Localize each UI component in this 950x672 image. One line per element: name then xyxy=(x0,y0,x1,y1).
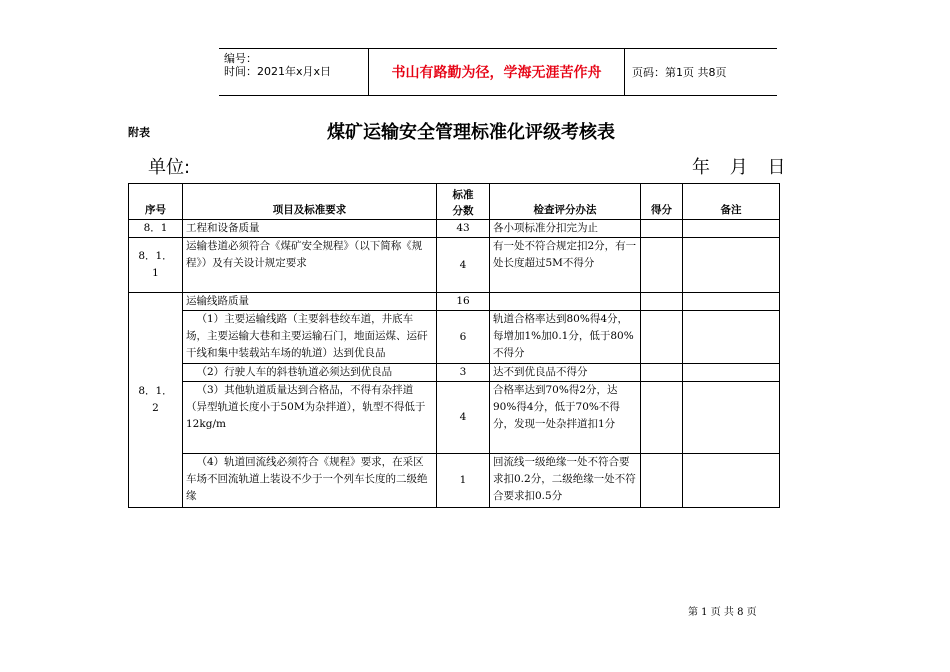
method-cell: 达不到优良品不得分 xyxy=(490,364,641,382)
seq-cell xyxy=(129,293,183,508)
item-cell: （2）行驶人车的斜巷轨道必须达到优良品 xyxy=(183,364,437,382)
seq-cell: 8．1 xyxy=(129,220,183,238)
page-title: 煤矿运输安全管理标准化评级考核表 xyxy=(327,122,615,143)
table-row xyxy=(129,220,780,238)
remark-cell xyxy=(683,238,780,293)
header-page-number: 页码：第1页 共8页 xyxy=(632,66,727,79)
page-footer: 第 1 页 共 8 页 xyxy=(688,607,757,618)
table-row xyxy=(129,382,780,454)
seq-label: 8．1．2 xyxy=(138,385,173,414)
item-cell: （3）其他轨道质量达到合格品，不得有杂拌道（异型轨道长度小于50M为杂拌道），轨型不得低于12kg/m xyxy=(183,382,437,454)
item-cell: （4）轨道回流线必须符合《规程》要求，在采区车场不回流轨道上装设不少于一个列车长度的二级绝缘 xyxy=(183,454,437,508)
item-cell: （1）主要运输线路（主要斜巷绞车道，井底车场，主要运输大巷和主要运输石门，地面运煤、运矸干线和集中装载站车场的轨道）达到优良品 xyxy=(183,311,437,364)
remark-cell xyxy=(683,311,780,364)
remark-cell xyxy=(683,454,780,508)
method-cell: 回流线一级绝缘一处不符合要求扣0.2分，二级绝缘一处不符合要求扣0.5分 xyxy=(490,454,641,508)
table-row xyxy=(129,454,780,508)
got-cell xyxy=(641,220,683,238)
header-meta xyxy=(219,49,368,95)
appendix-label: 附表 xyxy=(128,126,150,139)
score-cell: 16 xyxy=(437,293,490,311)
got-cell xyxy=(641,364,683,382)
score-cell: 3 xyxy=(437,364,490,382)
header-remark: 备注 xyxy=(683,184,780,220)
method-cell: 有一处不符合规定扣2分，有一处长度超过5M不得分 xyxy=(490,238,641,293)
seq-cell: 8．1．1 xyxy=(129,238,183,293)
got-cell xyxy=(641,454,683,508)
method-cell: 轨道合格率达到80%得4分，每增加1%加0.1分，低于80%不得分 xyxy=(490,311,641,364)
header-item: 项目及标准要求 xyxy=(183,184,437,220)
score-cell: 4 xyxy=(437,238,490,293)
document-header xyxy=(219,48,777,96)
table-row xyxy=(129,293,780,311)
number-label: 编号： xyxy=(224,52,257,65)
table-header-row xyxy=(129,184,780,220)
table-row xyxy=(129,311,780,364)
got-cell xyxy=(641,311,683,364)
remark-cell xyxy=(683,382,780,454)
header-seq: 序号 xyxy=(129,184,183,220)
score-cell: 6 xyxy=(437,311,490,364)
table-row xyxy=(129,364,780,382)
date-label: 年 月 日 xyxy=(692,157,786,178)
assessment-table xyxy=(128,183,780,508)
got-cell xyxy=(641,238,683,293)
method-cell: 合格率达到70%得2分，达90%得4分，低于70%不得分，发现一处杂拌道扣1分 xyxy=(490,382,641,454)
method-cell xyxy=(490,293,641,311)
method-cell: 各小项标准分扣完为止 xyxy=(490,220,641,238)
header-score: 标准分数 xyxy=(437,184,490,220)
table-row xyxy=(129,238,780,293)
got-cell xyxy=(641,293,683,311)
remark-cell xyxy=(683,220,780,238)
item-cell: 工程和设备质量 xyxy=(183,220,437,238)
item-cell: 运输巷道必须符合《煤矿安全规程》（以下简称《规程》）及有关设计规定要求 xyxy=(183,238,437,293)
header-motto: 书山有路勤为径，学海无涯苦作舟 xyxy=(368,49,625,95)
unit-label: 单位: xyxy=(148,157,191,178)
score-cell: 1 xyxy=(437,454,490,508)
got-cell xyxy=(641,382,683,454)
header-got: 得分 xyxy=(641,184,683,220)
time-label: 时间：2021年x月x日 xyxy=(224,65,332,78)
score-cell: 43 xyxy=(437,220,490,238)
item-cell: 运输线路质量 xyxy=(183,293,437,311)
score-cell: 4 xyxy=(437,382,490,454)
header-method: 检查评分办法 xyxy=(490,184,641,220)
remark-cell xyxy=(683,364,780,382)
remark-cell xyxy=(683,293,780,311)
